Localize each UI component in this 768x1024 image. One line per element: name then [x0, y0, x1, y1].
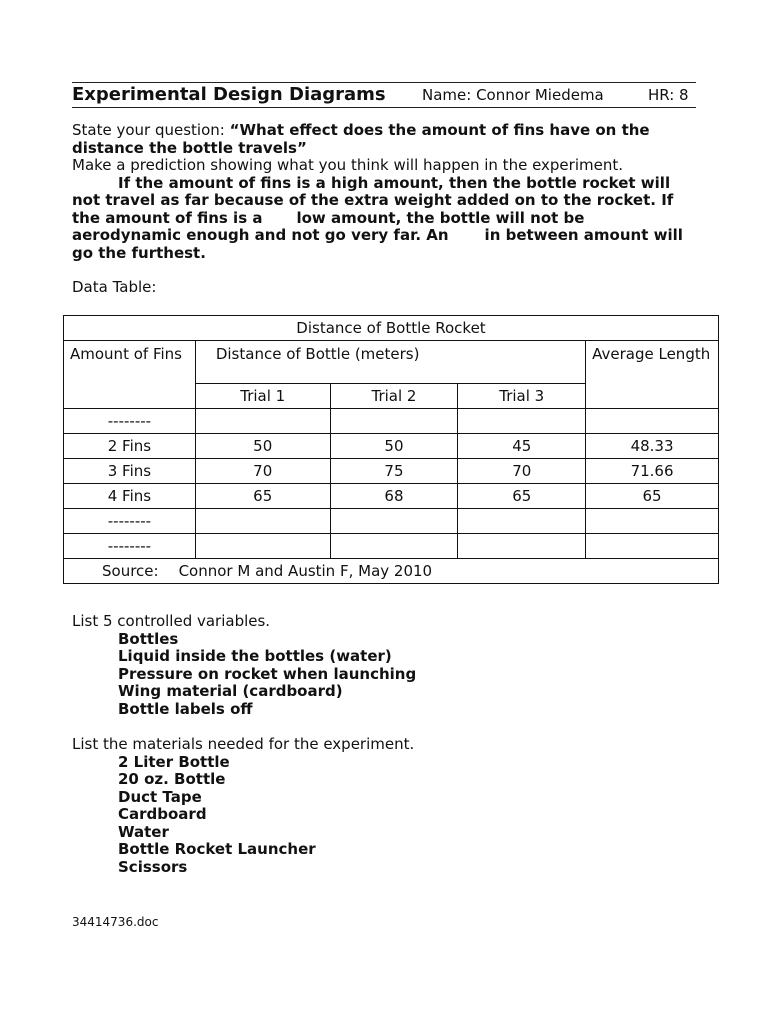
list-item: Wing material (cardboard) [118, 682, 343, 700]
page-header [72, 82, 696, 108]
col-header-distance: Distance of Bottle (meters) [195, 341, 585, 384]
prediction-section [72, 157, 692, 262]
col-header-trial: Trial 1 [195, 384, 330, 409]
list-item: Liquid inside the bottles (water) [118, 647, 392, 665]
controlled-prompt: List 5 controlled variables. [72, 612, 271, 630]
question-section [72, 122, 692, 157]
table-source: Source: Connor M and Austin F, May 2010 [64, 559, 719, 584]
footer-filename: 34414736.doc [72, 915, 159, 929]
table-row: -------- [64, 534, 719, 559]
prediction-prompt: Make a prediction showing what you think will happen in the experiment. [72, 156, 623, 174]
student-name: Name: Connor Miedema [422, 86, 604, 104]
prediction-line: If the amount of fins is a high amount, then the bottle rocket will [118, 173, 671, 192]
table-row: 3 Fins 70 75 70 71.66 [64, 459, 719, 484]
table-row: 4 Fins 65 68 65 65 [64, 484, 719, 509]
col-header-average: Average Length [586, 341, 719, 409]
data-table-label: Data Table: [72, 278, 157, 296]
table-row: -------- [64, 409, 719, 434]
question-label: State your question: [72, 121, 230, 139]
list-item: 2 Liter Bottle [118, 752, 230, 771]
homeroom: HR: 8 [648, 86, 689, 104]
col-header-amount: Amount of Fins [64, 341, 196, 409]
list-item: Cardboard [118, 805, 207, 823]
list-item: Bottle labels off [118, 699, 253, 718]
materials-prompt: List the materials needed for the experiment. [72, 735, 415, 753]
col-header-trial: Trial 3 [458, 384, 586, 409]
data-table [63, 315, 719, 584]
prediction-line: go the furthest. [72, 243, 206, 262]
list-item: Scissors [118, 857, 188, 876]
controlled-variables-section [72, 613, 692, 718]
list-item: Bottles [118, 629, 179, 648]
table-row: 2 Fins 50 50 45 48.33 [64, 434, 719, 459]
list-item: Pressure on rocket when launching [118, 664, 417, 683]
list-item: Bottle Rocket Launcher [118, 840, 316, 858]
prediction-line: aerodynamic enough and not go very far. An in between amount will [72, 226, 683, 244]
question-text: “What effect does the amount of fins have on the distance the bottle travels” [72, 121, 650, 157]
list-item: 20 oz. Bottle [118, 770, 226, 788]
list-item: Water [118, 822, 169, 841]
page-title: Experimental Design Diagrams [72, 84, 386, 105]
prediction-line: not travel as far because of the extra weight added on to the rocket. If [72, 191, 674, 209]
table-row: -------- [64, 509, 719, 534]
materials-section [72, 736, 692, 876]
prediction-line: the amount of fins is a low amount, the bottle will not be [72, 208, 585, 227]
list-item: Duct Tape [118, 787, 202, 806]
col-header-trial: Trial 2 [330, 384, 458, 409]
table-caption: Distance of Bottle Rocket [64, 316, 719, 341]
